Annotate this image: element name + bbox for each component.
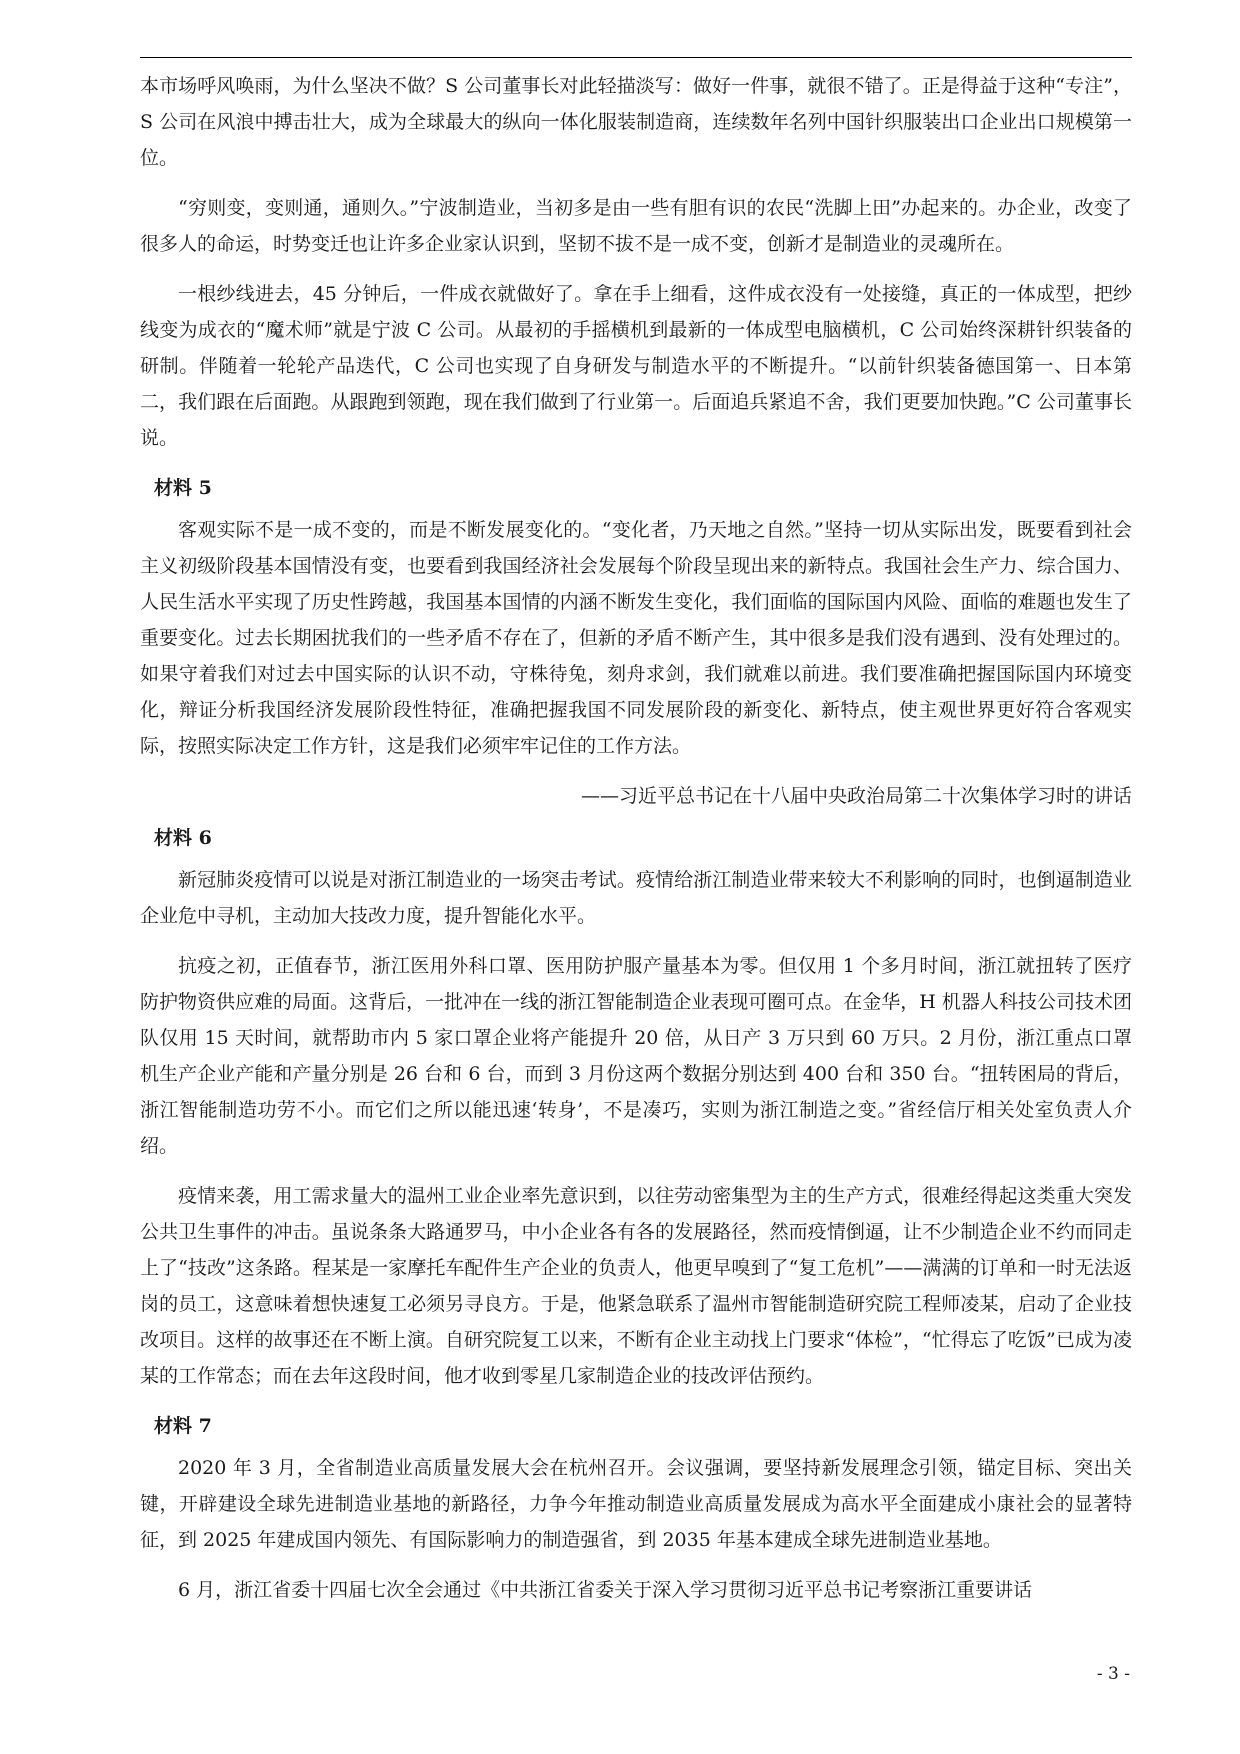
paragraph: 6 月，浙江省委十四届七次全会通过《中共浙江省委关于深入学习贯彻习近平总书记考察浙江重要讲话 (178, 1579, 1033, 1601)
paragraph: 疫情来袭，用工需求量大的温州工业企业率先意识到，以往劳动密集型为主的生产方式，很难经得起这类重大突发公共卫生事件的冲击。虽说条条大路通罗马，中小企业各有各的发展路径，然而疫情倒逼，让不少制造企业不约而同走上了“技改”这条路。程某是一家摩托车配件生产企业的负责人，他更早嗅到了“复工危机”——满满的订单和一时无法返岗的员工，这意味着想快速复工必须另寻良方。于是，他紧急联系了温州市智能制造研究院工程师凌某，启动了企业技改项目。这样的故事还在不断上演。自研究院复工以来，不断有企业主动找上门要求“体检”，“忙得忘了吃饭”已成为凌某的工作常态；而在去年这段时间，他才收到零星几家制造企业的技改评估预约。 (140, 1185, 1132, 1387)
section-heading-material-5: 材料 5 (154, 477, 212, 499)
paragraph-continuation: 本市场呼风唤雨，为什么坚决不做？S 公司董事长对此轻描淡写：做好一件事，就很不错了。正是得益于这种“专注”，S 公司在风浪中搏击壮大，成为全球最大的纵向一体化服装制造商，连续数年名列中国针织服装出口企业出口规模第一位。 (140, 75, 1132, 169)
header-rule (140, 57, 1132, 58)
paragraph: 客观实际不是一成不变的，而是不断发展变化的。“变化者，乃天地之自然。”坚持一切从实际出发，既要看到社会主义初级阶段基本国情没有变，也要看到我国经济社会发展每个阶段呈现出来的新特点。我国社会生产力、综合国力、人民生活水平实现了历史性跨越，我国基本国情的内涵不断发生变化，我们面临的国际国内风险、面临的难题也发生了重要变化。过去长期困扰我们的一些矛盾不存在了，但新的矛盾不断产生，其中很多是我们没有遇到、没有处理过的。如果守着我们对过去中国实际的认识不动，守株待兔，刻舟求剑，我们就难以前进。我们要准确把握国际国内环境变化，辩证分析我国经济发展阶段性特征，准确把握我国不同发展阶段的新变化、新特点，使主观世界更好符合客观实际，按照实际决定工作方针，这是我们必须牢牢记住的工作方法。 (140, 519, 1132, 757)
paragraph: 2020 年 3 月，全省制造业高质量发展大会在杭州召开。会议强调，要坚持新发展理念引领，锚定目标、突出关键，开辟建设全球先进制造业基地的新路径，力争今年推动制造业高质量发展成为高水平全面建成小康社会的显著特征，到 2025 年建成国内领先、有国际影响力的制造强省，到 2035 年基本建成全球先进制造业基地。 (140, 1457, 1132, 1551)
paragraph: 抗疫之初，正值春节，浙江医用外科口罩、医用防护服产量基本为零。但仅用 1 个多月时间，浙江就扭转了医疗防护物资供应难的局面。这背后，一批冲在一线的浙江智能制造企业表现可圈可点。在金华，H 机器人科技公司技术团队仅用 15 天时间，就帮助市内 5 家口罩企业将产能提升 20 倍，从日产 3 万只到 60 万只。2 月份，浙江重点口罩机生产企业产能和产量分别是 26 台和 6 台，而到 3 月份这两个数据分别达到 400 台和 350 台。“扭转困局的背后，浙江智能制造功劳不小。而它们之所以能迅速‘转身’，不是凑巧，实则为浙江制造之变。”省经信厅相关处室负责人介绍。 (140, 955, 1132, 1157)
page-number: - 3 - (1096, 1664, 1130, 1684)
section-heading-material-6: 材料 6 (154, 827, 212, 849)
paragraph: 新冠肺炎疫情可以说是对浙江制造业的一场突击考试。疫情给浙江制造业带来较大不利影响的同时，也倒逼制造业企业危中寻机，主动加大技改力度，提升智能化水平。 (140, 869, 1132, 927)
section-heading-material-7: 材料 7 (154, 1415, 212, 1437)
paragraph: “穷则变，变则通，通则久。”宁波制造业，当初多是由一些有胆有识的农民“洗脚上田”办起来的。办企业，改变了很多人的命运，时势变迁也让许多企业家认识到，坚韧不拔不是一成不变，创新才是制造业的灵魂所在。 (140, 197, 1132, 255)
body-text (140, 68, 1132, 1622)
paragraph: 一根纱线进去，45 分钟后，一件成衣就做好了。拿在手上细看，这件成衣没有一处接缝，真正的一体成型，把纱线变为成衣的“魔术师”就是宁波 C 公司。从最初的手摇横机到最新的一体成型电脑横机，C 公司始终深耕针织装备的研制。伴随着一轮轮产品迭代，C 公司也实现了自身研发与制造水平的不断提升。“以前针织装备德国第一、日本第二，我们跟在后面跑。从跟跑到领跑，现在我们做到了行业第一。后面追兵紧追不舍，我们更要加快跑。”C 公司董事长说。 (140, 283, 1132, 449)
quote-attribution: ——习近平总书记在十八届中央政治局第二十次集体学习时的讲话 (580, 785, 1132, 807)
